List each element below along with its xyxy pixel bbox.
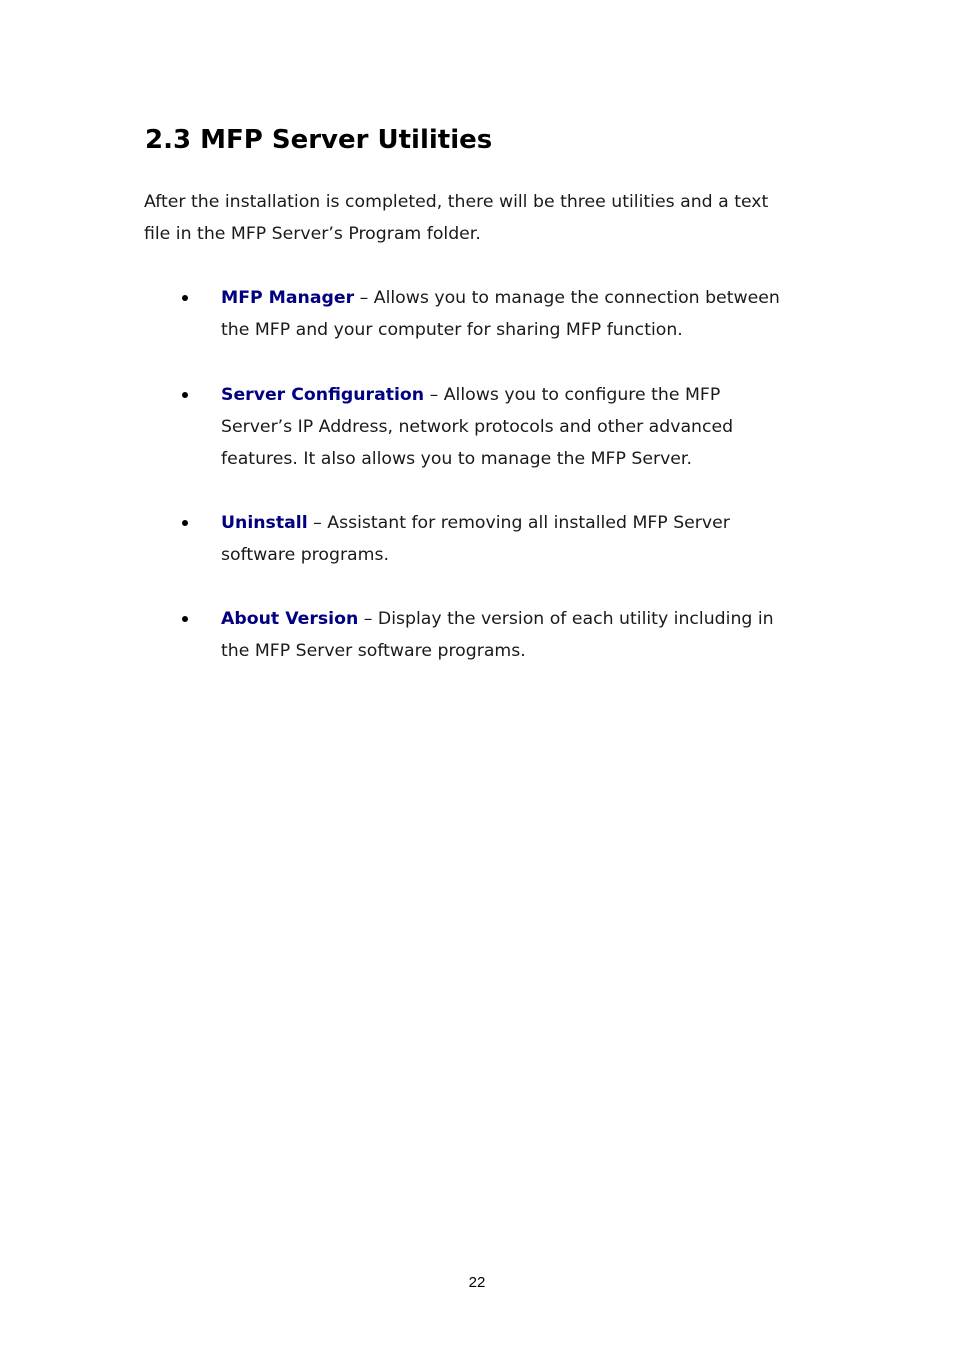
item-description-line: the MFP Server software programs. xyxy=(221,641,526,661)
item-term: Uninstall xyxy=(221,513,308,533)
item-term: Server Configuration xyxy=(221,385,425,405)
list-item-uninstall xyxy=(221,507,821,571)
item-description: – Allows you to manage the connection between xyxy=(354,288,780,308)
item-first-line xyxy=(221,603,821,635)
item-description: – Display the version of each utility including in xyxy=(358,609,774,629)
item-description: – Allows you to configure the MFP xyxy=(424,385,721,405)
bullet-icon xyxy=(182,616,188,622)
item-first-line xyxy=(221,282,821,314)
bullet-icon xyxy=(182,392,188,398)
item-description-line: Server’s IP Address, network protocols and other advanced xyxy=(221,417,734,437)
item-first-line xyxy=(221,379,821,411)
list-item-about-version xyxy=(221,603,821,667)
bullet-icon xyxy=(182,520,188,526)
list-item-server-configuration xyxy=(221,379,821,475)
intro-paragraph xyxy=(144,186,804,250)
item-description-line: the MFP and your computer for sharing MFP function. xyxy=(221,320,683,340)
item-description-line: software programs. xyxy=(221,545,389,565)
intro-line: After the installation is completed, there will be three utilities and a text xyxy=(144,192,769,212)
item-description-line: features. It also allows you to manage the MFP Server. xyxy=(221,449,692,469)
item-term: About Version xyxy=(221,609,359,629)
page-number: 22 xyxy=(468,1274,486,1291)
intro-line: file in the MFP Server’s Program folder. xyxy=(144,224,481,244)
list-item-mfp-manager xyxy=(221,282,821,346)
item-description: – Assistant for removing all installed MFP Server xyxy=(307,513,730,533)
page-title: 2.3 MFP Server Utilities xyxy=(145,125,493,155)
bullet-icon xyxy=(182,295,188,301)
item-first-line xyxy=(221,507,821,539)
item-term: MFP Manager xyxy=(221,288,355,308)
